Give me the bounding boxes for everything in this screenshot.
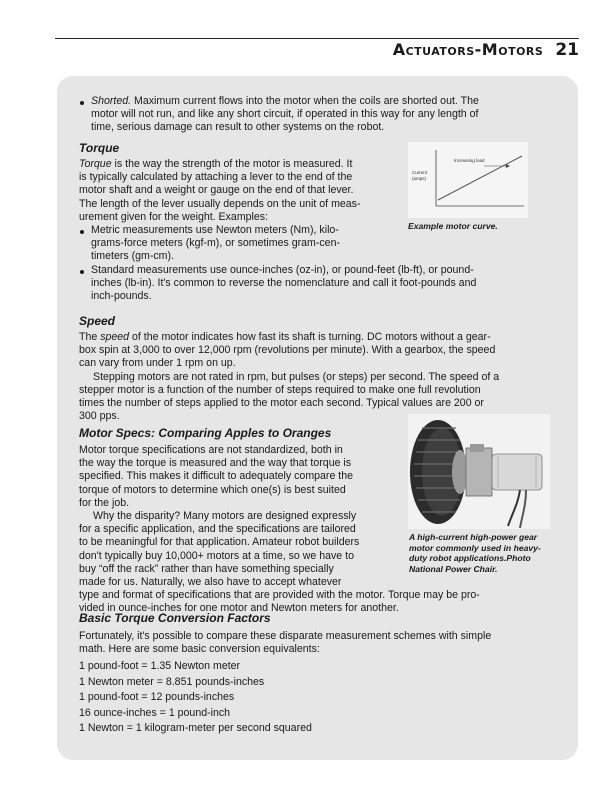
bullet-dot xyxy=(80,101,84,105)
torque-heading: Torque xyxy=(79,141,120,155)
conversion-intro: Fortunately, it's possible to compare these disparate measurement schemes with simple math. Here are some basic conversion equivalents: xyxy=(79,630,492,656)
gear-motor-illustration xyxy=(408,414,550,529)
motor-can xyxy=(492,454,542,490)
specs-heading: Motor Specs: Comparing Apples to Oranges xyxy=(79,426,332,440)
torque-paragraph: Torque is the way the strength of the motor is measured. It is typically calculated by attaching a lever to the end of the motor shaft and a weight or gauge on the end of that lever. The length of the lever usually depends on the unit of meas- urement given for the weight. Examples: xyxy=(79,158,361,223)
conversion-item: 1 pound-foot = 1.35 Newton meter xyxy=(79,660,241,672)
conversion-item: 1 pound-foot = 12 pounds-inches xyxy=(79,691,235,704)
specs-paragraph: Motor torque specifications are not standardized, both in the way the torque is measured and the way that torque is specified. This makes it difficult to adequately compare the torque of motors to determine which one(s) is best suited for the job. Why the disparity? Many motors are designed expressly for a specific application, and the specifications are tailored to be meaningful for that application. Amateur robot builders don't typically buy 10,000+ motors at a time, so we have to buy “off the rack” rather than have something specially made for us. Naturally, we also have to accept whatever xyxy=(79,444,360,589)
conversion-item: 1 Newton = 1 kilogram-meter per second squared xyxy=(79,722,312,735)
torque-term: Torque xyxy=(79,158,112,170)
shorted-paragraph: Shorted. Maximum current flows into the motor when the coils are shorted out. The motor will not run, and like any short circuit, if operated in this way for any length of time, serious damage can result to other systems on the robot. xyxy=(91,95,479,134)
motor-curve-figure xyxy=(408,142,528,218)
torque-bullet-metric: Metric measurements use Newton meters (Nm), kilo- grams-force meters (kgf-m), or sometimes gram-cen- timeters (gm-cm). xyxy=(91,224,340,263)
page-number: 21 xyxy=(555,40,579,60)
bullet-dot xyxy=(80,230,84,234)
shorted-term: Shorted. xyxy=(91,95,132,107)
speed-paragraph: The speed of the motor indicates how fast its shaft is turning. DC motors without a gear- box spin at 3,000 to over 12,000 rpm (revolutions per minute). With a gearbox, the speed can vary from under 1 rpm on up. Stepping motors are not rated in rpm, but pulses (or steps) per second. The speed of a stepper motor is a function of the number of steps required to make one full revolution times the number of steps applied to the motor each second. Typical values are 200 or 300 pps. xyxy=(79,331,500,423)
motor-curve-chart xyxy=(408,142,528,218)
annotation-label: Increasing load xyxy=(454,158,485,163)
y-axis-label: Current xyxy=(412,170,428,175)
conversion-item: 16 ounce-inches = 1 pound-inch xyxy=(79,706,231,719)
y-axis-unit: (amps) xyxy=(412,176,427,181)
bullet-dot xyxy=(80,270,84,274)
gear-motor-photo xyxy=(408,414,550,529)
gear-motor-caption: A high-current high-power gear motor commonly used in heavy- duty robot applications.Photo National Power Chair. xyxy=(409,532,541,574)
conversion-heading: Basic Torque Conversion Factors xyxy=(79,611,271,625)
header-rule xyxy=(55,38,579,39)
torque-bullet-standard: Standard measurements use ounce-inches (oz-in), or pound-feet (lb-ft), or pound- inches (lb-in). It's common to reverse the nomenclature and call it foot-pounds and inch-pounds. xyxy=(91,264,477,303)
motor-curve-caption: Example motor curve. xyxy=(408,221,498,231)
conversion-list xyxy=(79,659,569,737)
running-header xyxy=(55,40,579,66)
speed-term: speed xyxy=(100,331,130,343)
conversion-item: 1 Newton meter = 8.851 pounds-inches xyxy=(79,675,265,688)
arrow-head-icon xyxy=(506,164,510,168)
specs-paragraph-continued: type and format of specifications that are provided with the motor. Torque may be pro- vided in ounce-inches for one motor and Newton meters for another. xyxy=(79,589,480,615)
gearbox xyxy=(466,448,492,496)
speed-heading: Speed xyxy=(79,314,116,328)
chapter-title: Actuators-Motors xyxy=(392,40,544,59)
